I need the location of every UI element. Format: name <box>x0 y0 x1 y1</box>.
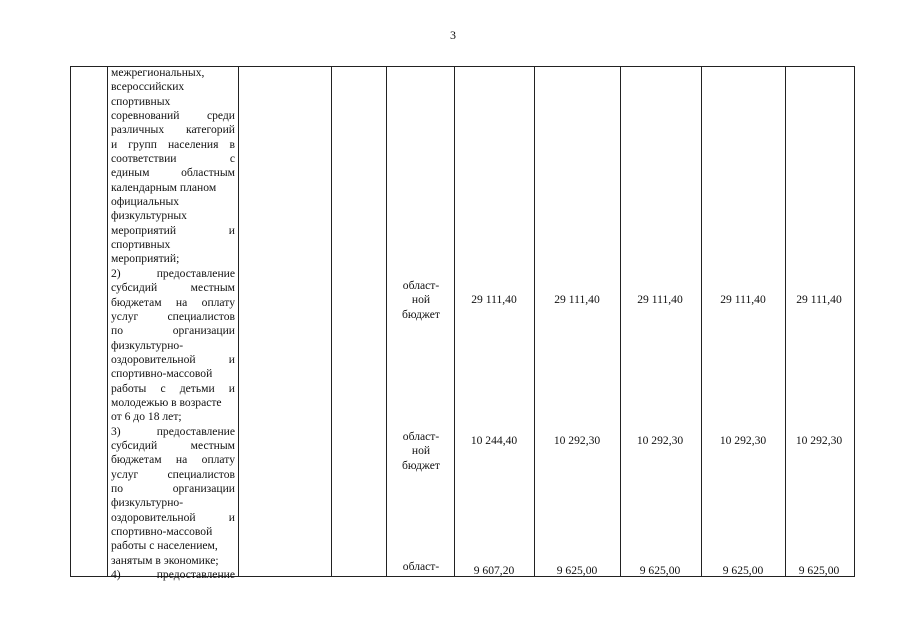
description-line: по организации <box>111 481 235 495</box>
description-line: занятым в экономике; <box>111 553 219 567</box>
funding-source-line: бюджет <box>402 458 440 472</box>
description-line: субсидий местным <box>111 281 235 295</box>
funding-source-line: област- <box>402 430 440 443</box>
description-line: и групп населения в <box>111 137 235 151</box>
funding-value: 29 111,40 <box>554 293 600 306</box>
description-line: работы с детьми и <box>111 381 235 395</box>
funding-value: 10 292,30 <box>719 434 767 447</box>
description-line: оздоровительной и <box>111 352 235 366</box>
description-line: официальных <box>111 195 180 209</box>
funding-value: 10 292,30 <box>553 434 601 447</box>
description-line: услуг специалистов <box>111 309 235 323</box>
funding-value: 29 111,40 <box>637 293 683 306</box>
description-line: физкультурных <box>111 209 187 223</box>
description-line: спортивных <box>111 238 171 252</box>
column-border-2 <box>107 66 108 577</box>
description-line: субсидий местным <box>111 438 235 452</box>
column-border-5 <box>386 66 387 577</box>
funding-source <box>391 560 451 574</box>
description-line: физкультурно- <box>111 496 184 510</box>
description-line: спортивно-массовой <box>111 367 213 381</box>
funding-value: 29 111,40 <box>471 293 517 306</box>
description-line: бюджетам на оплату <box>111 295 235 309</box>
funding-value: 9 625,00 <box>722 564 764 577</box>
description-line: по организации <box>111 324 235 338</box>
funding-source-line: област- <box>402 279 440 292</box>
description-line: спортивно-массовой <box>111 525 213 538</box>
column-border-9 <box>701 66 702 577</box>
funding-source-line: ной <box>411 293 431 307</box>
column-border-7 <box>534 66 535 577</box>
description-line: соответствии с <box>111 152 235 166</box>
description-line: от 6 до 18 лет; <box>111 410 182 424</box>
funding-value: 29 111,40 <box>720 293 766 306</box>
funding-source-line: бюджет <box>402 307 440 321</box>
funding-source <box>391 279 451 322</box>
funding-value: 9 625,00 <box>639 564 681 577</box>
funding-value: 10 244,40 <box>470 434 518 447</box>
description-line: оздоровительной и <box>111 510 235 524</box>
page-number: 3 <box>450 28 456 42</box>
description-line: календарным планом <box>111 180 217 194</box>
column-border-6 <box>454 66 455 577</box>
column-border-11 <box>854 66 855 577</box>
measure-description <box>111 66 235 582</box>
description-line: мероприятий и <box>111 223 235 237</box>
description-line: физкультурно- <box>111 338 184 352</box>
column-border-4 <box>331 66 332 577</box>
funding-source-line: област- <box>402 560 440 573</box>
funding-source <box>391 430 451 473</box>
description-line: 4) предоставление <box>111 568 235 582</box>
funding-source-line: ной <box>411 444 431 458</box>
column-border-3 <box>238 66 239 577</box>
funding-value: 29 111,40 <box>796 293 842 306</box>
description-line: услуг специалистов <box>111 467 235 481</box>
description-line: межрегиональных, <box>111 66 205 79</box>
column-border-1 <box>70 66 71 577</box>
description-line: молодежью в возрасте <box>111 395 222 409</box>
description-line: различных категорий <box>111 123 235 137</box>
description-line: 2) предоставление <box>111 266 235 280</box>
funding-value: 9 607,20 <box>473 564 515 577</box>
description-line: бюджетам на оплату <box>111 453 235 467</box>
description-line: спортивных <box>111 94 171 108</box>
funding-value: 9 625,00 <box>798 564 840 577</box>
funding-value: 10 292,30 <box>795 434 843 447</box>
column-border-10 <box>785 66 786 577</box>
description-line: 3) предоставление <box>111 424 235 438</box>
description-line: единым областным <box>111 166 235 180</box>
description-line: работы с населением, <box>111 539 218 553</box>
description-line: мероприятий; <box>111 252 180 266</box>
description-line: соревнований среди <box>111 109 235 123</box>
funding-value: 10 292,30 <box>636 434 684 447</box>
funding-value: 9 625,00 <box>556 564 598 577</box>
column-border-8 <box>620 66 621 577</box>
description-line: всероссийских <box>111 80 185 94</box>
